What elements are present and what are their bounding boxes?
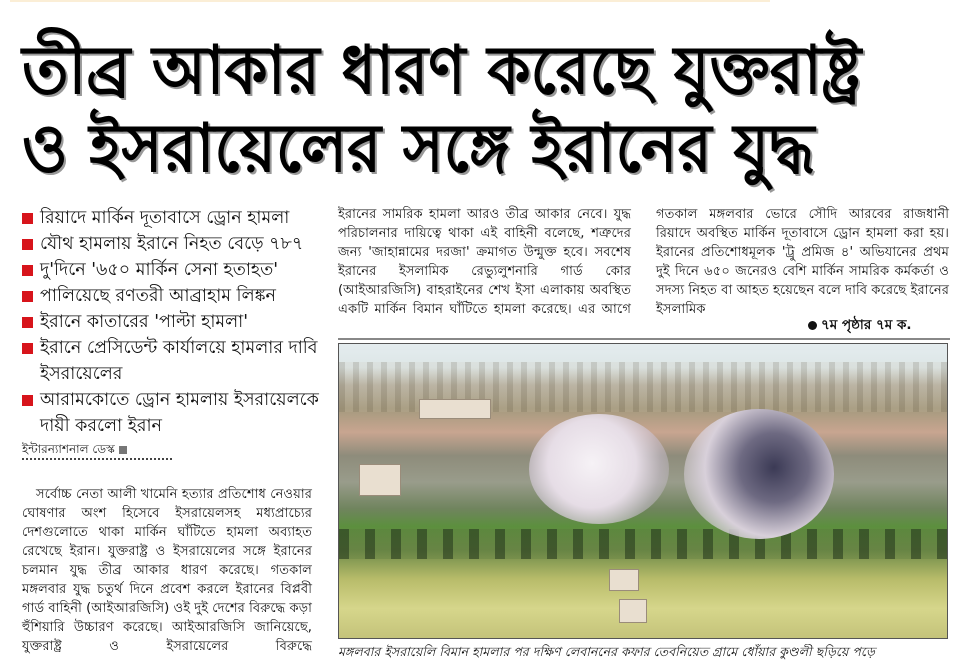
highlight-item [22, 335, 322, 387]
grey-square-icon [119, 446, 127, 454]
headline [22, 28, 942, 187]
highlight-text: পালিয়েছে রণতরী আব্রাহাম লিঙ্কন [40, 286, 276, 306]
red-square-bullet-icon [22, 317, 33, 328]
photo-smoke-plume [684, 409, 834, 539]
photo-tree-line [339, 529, 947, 559]
highlight-item [22, 257, 322, 283]
jump-text: ৭ম পৃষ্ঠার ৭ম ক. [821, 317, 912, 333]
highlight-item [22, 309, 322, 335]
article-text: ইরানের সামরিক হামলা আরও তীব্র আকার নেবে। যুদ্ধ পরিচালনার দায়িত্বে থাকা এই বাহিনী বলেছে, শত্রুদের জন্য 'জাহান্নামের দরজা' ক্রমাগত উন্মুক্ত হবে। সবশেষ ইরানের ইসলামিক রেভ্যুলুশনারি গার্ড কোর (আইআরজিসি) বাহরাইনের শেখ ইসা এলাকায় অবস্থিত একটি মার্কিন বিমান ঘাঁটিতে হামলা করেছে। এর আগে [338, 207, 631, 317]
highlight-item [22, 283, 322, 309]
highlight-item [22, 205, 322, 231]
article-text: গতকাল মঙ্গলবার ভোরে সৌদি আরবের রাজধানী রিয়াদে অবস্থিত মার্কিন দূতাবাসে ড্রোন হামলা করা হয়। ইরানের প্রতিশোধমূলক 'ট্রু প্রমিজ ৪' অভিযানের প্রথম দুই দিনে ৬৫০ জনেরও বেশি মার্কিন সামরিক কর্মকর্তা ও সদস্য নিহত বা আহত হয়েছেন বলে দাবি করেছে ইরানের ইসলামিক [656, 207, 949, 317]
photo-caption: মঙ্গলবার ইসরায়েলি বিমান হামলার পর দক্ষিণ লেবাননের কফার তেবনিয়েত গ্রামে ধোঁয়ার কুণ্ডলী ছড়িয়ে পড়ে [338, 644, 875, 659]
section-divider [338, 338, 950, 340]
red-square-bullet-icon [22, 265, 33, 276]
red-square-bullet-icon [22, 395, 33, 406]
photo-building [619, 599, 647, 623]
highlight-text: রিয়াদে মার্কিন দূতাবাসে ড্রোন হামলা [40, 208, 290, 228]
news-photo [338, 343, 948, 639]
article-column-3 [656, 205, 949, 319]
article-text: সর্বোচ্চ নেতা আলী খামেনি হত্যার প্রতিশোধ নেওয়ার ঘোষণার অংশ হিসেবে ইসরায়েলসহ মধ্যপ্রাচ্যের দেশগুলোতে থাকা মার্কিন ঘাঁটিতে হামলা অব্যাহত রেখেছে ইরান। যুক্তরাষ্ট্র ও ইসরায়েলের সঙ্গে ইরানের চলমান যুদ্ধ তীব্র আকার ধারণ করেছে। গতকাল মঙ্গলবার যুদ্ধ চতুর্থ দিনে প্রবেশ করলে ইরানের বিপ্লবী গার্ড বাহিনী (আইআরজিসি) ওই দুই দেশের বিরুদ্ধে কড়া হুঁশিয়ারি উচ্চারণ করেছে। আইআরজিসি জানিয়েছে, যুক্তরাষ্ট্র ও ইসরায়েলের বিরুদ্ধে [22, 487, 312, 654]
red-square-bullet-icon [22, 291, 33, 302]
bullet-dot-icon [808, 321, 817, 330]
photo-building [609, 569, 639, 591]
photo-smoke-plume [529, 414, 669, 524]
red-square-bullet-icon [22, 343, 33, 354]
byline-text: ইন্টারন্যাশনাল ডেস্ক [22, 442, 115, 456]
photo-building [359, 464, 401, 496]
highlight-text: ইরানে প্রেসিডেন্ট কার্যালয়ে হামলার দাবি ইসরায়েলের [40, 338, 318, 384]
article-column-2 [338, 205, 631, 319]
highlight-item [22, 387, 322, 439]
photo-building [419, 399, 491, 419]
continued-on-page [808, 314, 912, 337]
headline-line-1: তীব্র আকার ধারণ করেছে যুক্তরাষ্ট্র [22, 30, 862, 109]
highlight-text: দু'দিনে '৬৫০ মার্কিন সেনা হতাহত' [40, 260, 279, 280]
article-column-1 [22, 485, 312, 656]
highlight-item [22, 231, 322, 257]
highlight-text: আরামকোতে ড্রোন হামলায় ইসরায়েলকে দায়ী করলো ইরান [40, 390, 319, 436]
dotted-divider [22, 458, 172, 460]
top-rule [10, 0, 770, 2]
highlight-text: ইরানে কাতারের 'পাল্টা হামলা' [40, 312, 249, 332]
headline-line-2: ও ইসরায়েলের সঙ্গে ইরানের যুদ্ধ [22, 108, 815, 187]
red-square-bullet-icon [22, 239, 33, 250]
red-square-bullet-icon [22, 213, 33, 224]
highlight-text: যৌথ হামলায় ইরানে নিহত বেড়ে ৭৮৭ [40, 234, 304, 254]
highlights-list [22, 205, 322, 439]
